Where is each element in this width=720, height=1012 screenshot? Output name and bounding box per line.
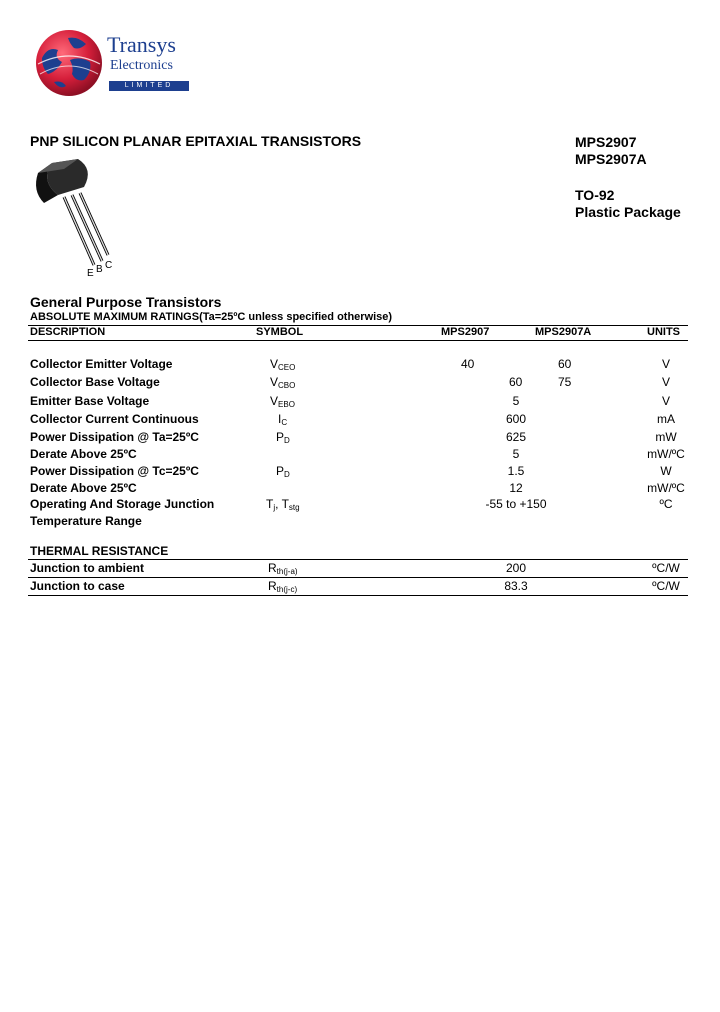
thermal-unit: ºC/W xyxy=(652,561,680,575)
rating-value: 600 xyxy=(505,412,527,426)
thermal-symbol: $R_{th(j-a)}$ xyxy=(268,561,298,576)
pin-label-emitter: E xyxy=(87,268,94,279)
rating-unit: ºC xyxy=(659,497,673,511)
rating-desc: Derate Above 25ºC xyxy=(30,481,137,495)
rating-value: 5 xyxy=(512,447,520,461)
to92-package-drawing xyxy=(30,155,120,275)
rating-desc: Emitter Base Voltage xyxy=(30,394,150,408)
page-title: PNP SILICON PLANAR EPITAXIAL TRANSISTORS xyxy=(30,133,362,149)
col-symbol: SYMBOL xyxy=(256,326,304,338)
pin-label-collector: C xyxy=(105,260,113,271)
part-number-2: MPS2907A xyxy=(575,151,647,167)
package-type: TO-92 xyxy=(575,187,615,203)
rating-value: 1.5 xyxy=(507,464,525,478)
rating-value-mps2907: 60 xyxy=(509,375,523,389)
col-part1: MPS2907 xyxy=(441,326,490,338)
rating-desc: Power Dissipation @ Ta=25ºC xyxy=(30,430,199,444)
thermal-title: THERMAL RESISTANCE xyxy=(30,544,169,558)
part-number-1: MPS2907 xyxy=(575,134,637,150)
col-part2: MPS2907A xyxy=(535,326,592,338)
col-units: UNITS xyxy=(647,326,680,338)
company-name: Transys xyxy=(107,32,176,57)
thermal-unit: ºC/W xyxy=(652,579,680,593)
rating-symbol: $V_{CBO}$ xyxy=(270,375,296,390)
rating-symbol: $P_D$ xyxy=(276,430,290,445)
rating-unit: mW xyxy=(655,430,677,444)
thermal-desc: Junction to case xyxy=(30,579,125,593)
rating-symbol: $V_{EBO}$ xyxy=(270,394,295,409)
rating-value: 5 xyxy=(512,394,520,408)
rating-symbol: $P_D$ xyxy=(276,464,290,479)
package-description: Plastic Package xyxy=(575,204,681,220)
rating-symbol: $T_j$, $T_{stg}$ xyxy=(266,497,300,512)
rule-header xyxy=(28,340,688,341)
rating-unit: mA xyxy=(657,412,675,426)
thermal-value: 200 xyxy=(505,561,527,575)
rating-unit: V xyxy=(661,375,670,389)
section-title: General Purpose Transistors xyxy=(30,294,222,310)
section-subtitle: ABSOLUTE MAXIMUM RATINGS(Ta=25ºC unless specified otherwise) xyxy=(30,311,393,323)
rule-thermal-mid xyxy=(28,577,688,578)
thermal-symbol: $R_{th(j-c)}$ xyxy=(268,579,298,594)
rating-value: 12 xyxy=(509,481,523,495)
rule-thermal-top xyxy=(28,559,688,560)
company-subname: Electronics xyxy=(110,58,173,73)
rating-desc: Collector Emitter Voltage xyxy=(30,357,173,371)
rating-value-mps2907a: 60 xyxy=(558,357,572,371)
rule-thermal-bottom xyxy=(28,595,688,596)
rating-unit: V xyxy=(661,357,670,371)
thermal-desc: Junction to ambient xyxy=(30,561,144,575)
rating-unit: mW/ºC xyxy=(647,481,685,495)
rating-unit: W xyxy=(660,464,672,478)
rating-value: -55 to +150 xyxy=(485,497,547,511)
col-description: DESCRIPTION xyxy=(30,326,106,338)
rating-value: 625 xyxy=(505,430,527,444)
rating-desc: Collector Base Voltage xyxy=(30,375,160,389)
rating-symbol: $I_C$ xyxy=(278,412,288,427)
rating-value-mps2907a: 75 xyxy=(558,375,572,389)
rating-desc: Operating And Storage Junction xyxy=(30,497,215,511)
pin-label-base: B xyxy=(96,264,103,275)
rating-desc-continued: Temperature Range xyxy=(30,514,142,528)
rating-desc: Power Dissipation @ Tc=25ºC xyxy=(30,464,199,478)
company-logo-globe xyxy=(34,28,104,98)
rating-unit: V xyxy=(661,394,670,408)
rating-desc: Collector Current Continuous xyxy=(30,412,199,426)
rating-unit: mW/ºC xyxy=(647,447,685,461)
thermal-value: 83.3 xyxy=(504,579,528,593)
rating-desc: Derate Above 25ºC xyxy=(30,447,137,461)
rating-value-mps2907: 40 xyxy=(461,357,475,371)
rating-symbol: $V_{CEO}$ xyxy=(270,357,296,372)
company-tag: LIMITED xyxy=(109,81,189,91)
